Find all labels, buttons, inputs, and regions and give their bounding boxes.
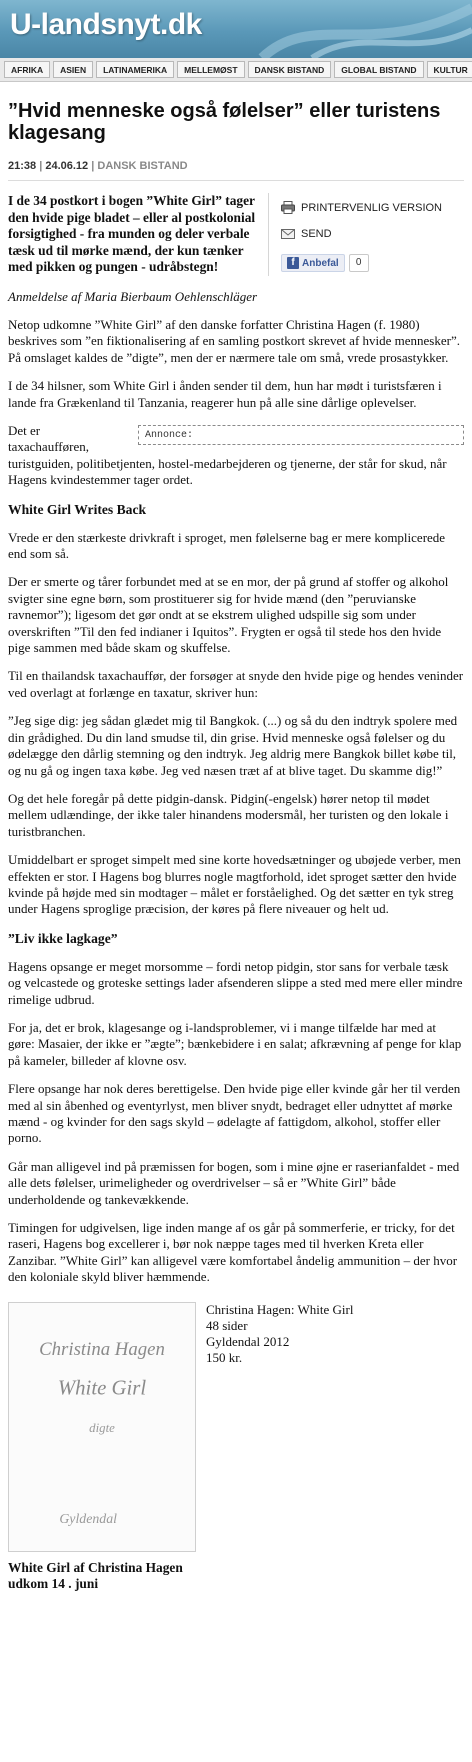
facebook-recommend-label: Anbefal xyxy=(302,257,339,269)
send-link[interactable] xyxy=(281,228,464,240)
nav-item-latinamerika[interactable]: LATINAMERIKA xyxy=(96,61,174,78)
book-info-block xyxy=(8,1302,464,1552)
book-cover-image xyxy=(8,1302,196,1552)
facebook-recommend-button[interactable] xyxy=(281,254,345,272)
main-nav xyxy=(0,58,472,82)
article xyxy=(0,100,472,1592)
subheading: ”Liv ikke lagkage” xyxy=(8,930,118,946)
book-title: Christina Hagen: White Girl xyxy=(206,1301,354,1317)
body-paragraph: Netop udkomne ”White Girl” af den danske forfatter Christina Hagen (f. 1980) beskrives som ”en fiktionalisering af en samling postkort skrevet af hvide mennesker”. På omslaget kaldes de ”digte”, men der er nærmere tale om små, vrede prosastykker. xyxy=(8,316,460,365)
advertisement-slot[interactable] xyxy=(138,425,464,445)
body-paragraph: I de 34 hilsner, som White Girl i ånden sender til dem, hun har mødt i turistsfæren i lande fra Grækenland til Tanzania, reagerer hun på alle sine dårlige oplevelser. xyxy=(8,378,442,410)
body-paragraph: Går man alligevel ind på præmissen for bogen, som i mine øjne er raserianfaldet - med alle dets følelser, urimeligheder og overdrivelser – så er ”White Girl” både underholdende og tankevækkende. xyxy=(8,1158,460,1207)
article-tools xyxy=(268,193,464,276)
article-section[interactable]: DANSK BISTAND xyxy=(97,160,188,172)
body-paragraph: For ja, det er brok, klagesange og i-landsproblemer, vi i mange tilfælde har med at gøre: Masaier, der ikke er ”ægte”; bænkebidere i en salat; afkrævning af penge for klap på kameler, billeder af klovne osv. xyxy=(8,1019,462,1068)
subheading: White Girl Writes Back xyxy=(8,501,147,517)
body-paragraph: Det er taxachaufføren, turistguiden, politibetjenten, hostel-medarbejderen og tjenerne, der står for skud, når Hagens kvindestemmer tager ordet. xyxy=(8,423,447,488)
body-paragraph: Til en thailandsk taxachauffør, der forsøger at snyde den hvide pige og hendes veninder ved overlagt at forlænge en taxatur, skriver hun: xyxy=(8,668,464,700)
cover-author-text: Christina Hagen xyxy=(39,1338,165,1360)
nav-item-dansk-bistand[interactable]: DANSK BISTAND xyxy=(248,61,332,78)
body-paragraph: Hagens opsange er meget morsomme – fordi netop pidgin, stor sans for verbale tæsk og velcastede og groteske settings lader afsenderen slippe a sted med mere eller mindre rimelige udbrud. xyxy=(8,958,463,1007)
body-paragraph-with-ad xyxy=(8,423,464,489)
article-byline: Anmeldelse af Maria Bierbaum Oehlenschläger xyxy=(8,288,258,304)
article-meta xyxy=(8,160,464,172)
cover-title-text: White Girl xyxy=(57,1376,147,1400)
lead-row xyxy=(8,193,464,276)
meta-divider xyxy=(8,180,464,181)
body-paragraph: Flere opsange har nok deres berettigelse. Den hvide pige eller kvinde går her til verden med al sin åbenhed og eventyrlyst, men bliver snydt, bedraget eller udnyttet af mørke mænd - og kvinder for den sags skyld – ødelagte af fattigdom, alkohol, stoffer eller porno. xyxy=(8,1081,461,1146)
body-paragraph: Der er smerte og tårer forbundet med at se en mor, der på grund af stoffer og alkohol svigter sine egne børn, som prostituerer sig for hvide mænd (den ”peruvianske ravnemor”); ligesom det gør ondt at se ekstrem ulighed udspille sig som under overskriften ”Til den fed indianer i Iquitos”. Frygten er også til stede hos den hvide pige sammen med både skam og skuffelse. xyxy=(8,574,449,656)
body-paragraph: Vrede er den stærkeste drivkraft i sproget, men følelserne bag er mere komplicerede end som så. xyxy=(8,529,446,562)
quote-paragraph: ”Jeg sige dig: jeg sådan glædet mig til Bangkok. (...) og så du den indtryk spolere med din grådighed. Du din land smudse til, din grise. Hvid menneske også følelser og du ødelægge den dårlig stemning og den indtryk. Jeg aldrig mere Bangkok billet købe til, og nu gå og ingen taxa købe. Jeg ved næsen træt af at blive taget. Du skamme dig!” xyxy=(8,713,458,778)
meta-separator: | xyxy=(39,160,46,172)
envelope-icon xyxy=(281,229,295,239)
meta-separator: | xyxy=(91,160,98,172)
article-date: 24.06.12 xyxy=(45,160,89,172)
nav-item-afrika[interactable]: AFRIKA xyxy=(4,61,50,78)
article-lead: I de 34 postkort i bogen ”White Girl” tager den hvide pige bladet – eller al postkolonial forsigtighed - fra munden og deler verbale tæsk ud til mørke mænd, der kun tænker med pikken og pungen - udråbstegn! xyxy=(8,193,256,275)
book-details xyxy=(206,1302,353,1552)
site-logo[interactable]: U-landsnyt.dk xyxy=(10,8,202,41)
book-price: 150 kr. xyxy=(206,1349,243,1365)
nav-item-kultur[interactable]: KULTUR xyxy=(427,61,472,78)
cover-publisher-text: Gyldendal xyxy=(59,1510,117,1526)
send-label: SEND xyxy=(301,228,332,240)
header-swirl-decoration xyxy=(252,0,472,58)
article-time: 21:38 xyxy=(8,160,37,172)
book-pages: 48 sider xyxy=(206,1317,248,1333)
advertisement-label: Annonce: xyxy=(145,430,194,441)
facebook-like xyxy=(281,254,464,272)
nav-item-global-bistand[interactable]: GLOBAL BISTAND xyxy=(334,61,423,78)
body-paragraph: Og det hele foregår på dette pidgin-dansk. Pidgin(-engelsk) hører netop til mødet mellem udlændinge, der ikke taler hinandens modersmål, her turisten og den lokale i turistbranchen. xyxy=(8,790,449,839)
body-paragraph: Umiddelbart er sproget simpelt med sine korte hovedsætninger og ubøjede verber, men effekten er stor. I Hagens bog blurres nogle magtforhold, idet sproget sætter den hvide kvinde på højde med sin modtager – målet er forståelighed. Og det sætter en tyk streg under Hagens sproglige præcision, der køres på flere niveauer og helt ud. xyxy=(8,852,461,917)
facebook-icon: f xyxy=(287,257,299,269)
site-header xyxy=(0,0,472,58)
nav-item-mellemost[interactable]: MELLEMØST xyxy=(177,61,244,78)
print-label: PRINTERVENLIG VERSION xyxy=(301,201,442,214)
print-link[interactable] xyxy=(281,201,464,214)
image-caption: White Girl af Christina Hagen udkom 14 . juni xyxy=(8,1559,183,1591)
nav-item-asien[interactable]: ASIEN xyxy=(53,61,93,78)
printer-icon xyxy=(281,201,295,214)
cover-genre-text: digte xyxy=(89,1420,115,1435)
facebook-like-count: 0 xyxy=(349,254,369,272)
book-publisher: Gyldendal 2012 xyxy=(206,1333,290,1349)
body-paragraph: Timingen for udgivelsen, lige inden mange af os går på sommerferie, er tricky, for det raseri, Hagens bog excellerer i, bør nok næppe tages med til hverken Kreta eller Zanzibar. ”White Girl” kan alligevel være komfortabel åndelig ammunition – der hvor den koloniale skyld bliver hæmmende. xyxy=(8,1220,458,1285)
article-title: ”Hvid menneske også følelser” eller turistens klagesang xyxy=(8,100,441,144)
